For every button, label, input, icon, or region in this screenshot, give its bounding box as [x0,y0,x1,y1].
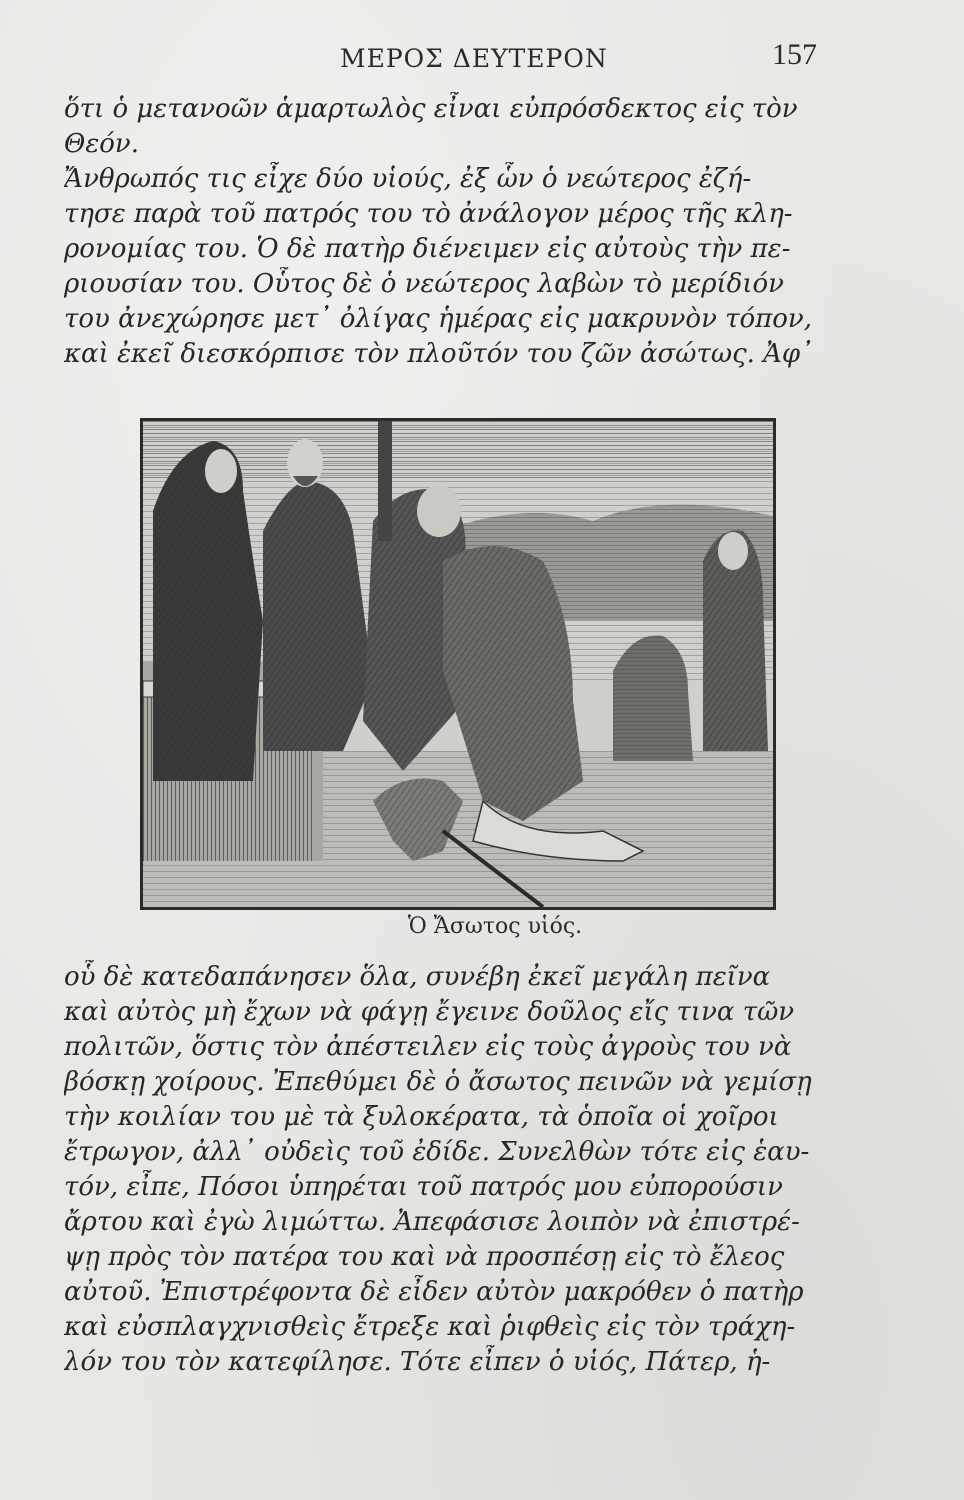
text-line: του ἀνεχώρησε μετ᾽ ὀλίγας ἡμέρας εἰς μακρυνὸν τόπον, [64,304,812,334]
text-line: ἄρτου καὶ ἐγὼ λιμώττω. Ἀπεφάσισε λοιπὸν νὰ ἐπιστρέ- [64,1207,800,1237]
text-line: ἔτρωγον, ἀλλ᾽ οὐδεὶς τοῦ ἐδίδε. Συνελθὼν τότε εἰς ἑαυ- [64,1137,810,1167]
text-line: βόσκῃ χοίρους. Ἐπεθύμει δὲ ὁ ἄσωτος πεινῶν νὰ γεμίσῃ [64,1067,812,1097]
illustration-caption: Ὁ Ἄσωτος υἱός. [407,914,583,939]
text-line: Θεόν. [64,129,139,159]
text-line: ὅτι ὁ μετανοῶν ἁμαρτωλὸς εἶναι εὐπρόσδεκτος εἰς τὸν [64,94,798,124]
body-text-bottom [64,960,842,1380]
text-line: τὴν κοιλίαν του μὲ τὰ ξυλοκέρατα, τὰ ὁποῖα οἱ χοῖροι [64,1102,779,1132]
page-number: 157 [772,38,817,71]
text-line: καὶ αὐτὸς μὴ ἔχων νὰ φάγῃ ἔγεινε δοῦλος εἴς τινα τῶν [64,997,795,1027]
text-line: ριουσίαν του. Οὗτος δὲ ὁ νεώτερος λαβὼν τὸ μερίδιόν [64,269,784,299]
text-line: πολιτῶν, ὅστις τὸν ἀπέστειλεν εἰς τοὺς ἀγροὺς του νὰ [64,1032,792,1062]
text-line: ρονομίας του. Ὁ δὲ πατὴρ διένειμεν εἰς αὐτοὺς τὴν πε- [64,234,791,264]
page-header [0,38,964,78]
text-line: λόν του τὸν κατεφίλησε. Τότε εἶπεν ὁ υἱός, Πάτερ, ἡ- [64,1347,771,1377]
text-line: τόν, εἶπε, Πόσοι ὑπηρέται τοῦ πατρός μου εὐπορούσιν [64,1172,783,1202]
text-line: καὶ εὐσπλαγχνισθεὶς ἔτρεξε καὶ ῥιφθεὶς εἰς τὸν τράχη- [64,1312,796,1342]
text-line: τησε παρὰ τοῦ πατρός του τὸ ἀνάλογον μέρος τῆς κλη- [64,199,793,229]
running-title: ΜΕΡΟΣ ΔΕΥΤΕΡΟΝ [340,44,608,73]
body-text-top [64,92,842,372]
text-line: οὗ δὲ κατεδαπάνησεν ὅλα, συνέβη ἐκεῖ μεγάλη πεῖνα [64,962,771,992]
text-line: αὐτοῦ. Ἐπιστρέφοντα δὲ εἶδεν αὐτὸν μακρόθεν ὁ πατὴρ [64,1277,804,1307]
text-line: καὶ ἐκεῖ διεσκόρπισε τὸν πλοῦτόν του ζῶν ἀσώτως. Ἀφ᾽ [64,339,814,369]
prodigal-son-engraving [140,418,776,910]
text-line: ψῃ πρὸς τὸν πατέρα του καὶ νὰ προσπέσῃ εἰς τὸ ἔλεος [64,1242,785,1272]
text-line: Ἄνθρωπός τις εἶχε δύο υἱούς, ἐξ ὧν ὁ νεώτερος ἐζή- [64,164,752,194]
